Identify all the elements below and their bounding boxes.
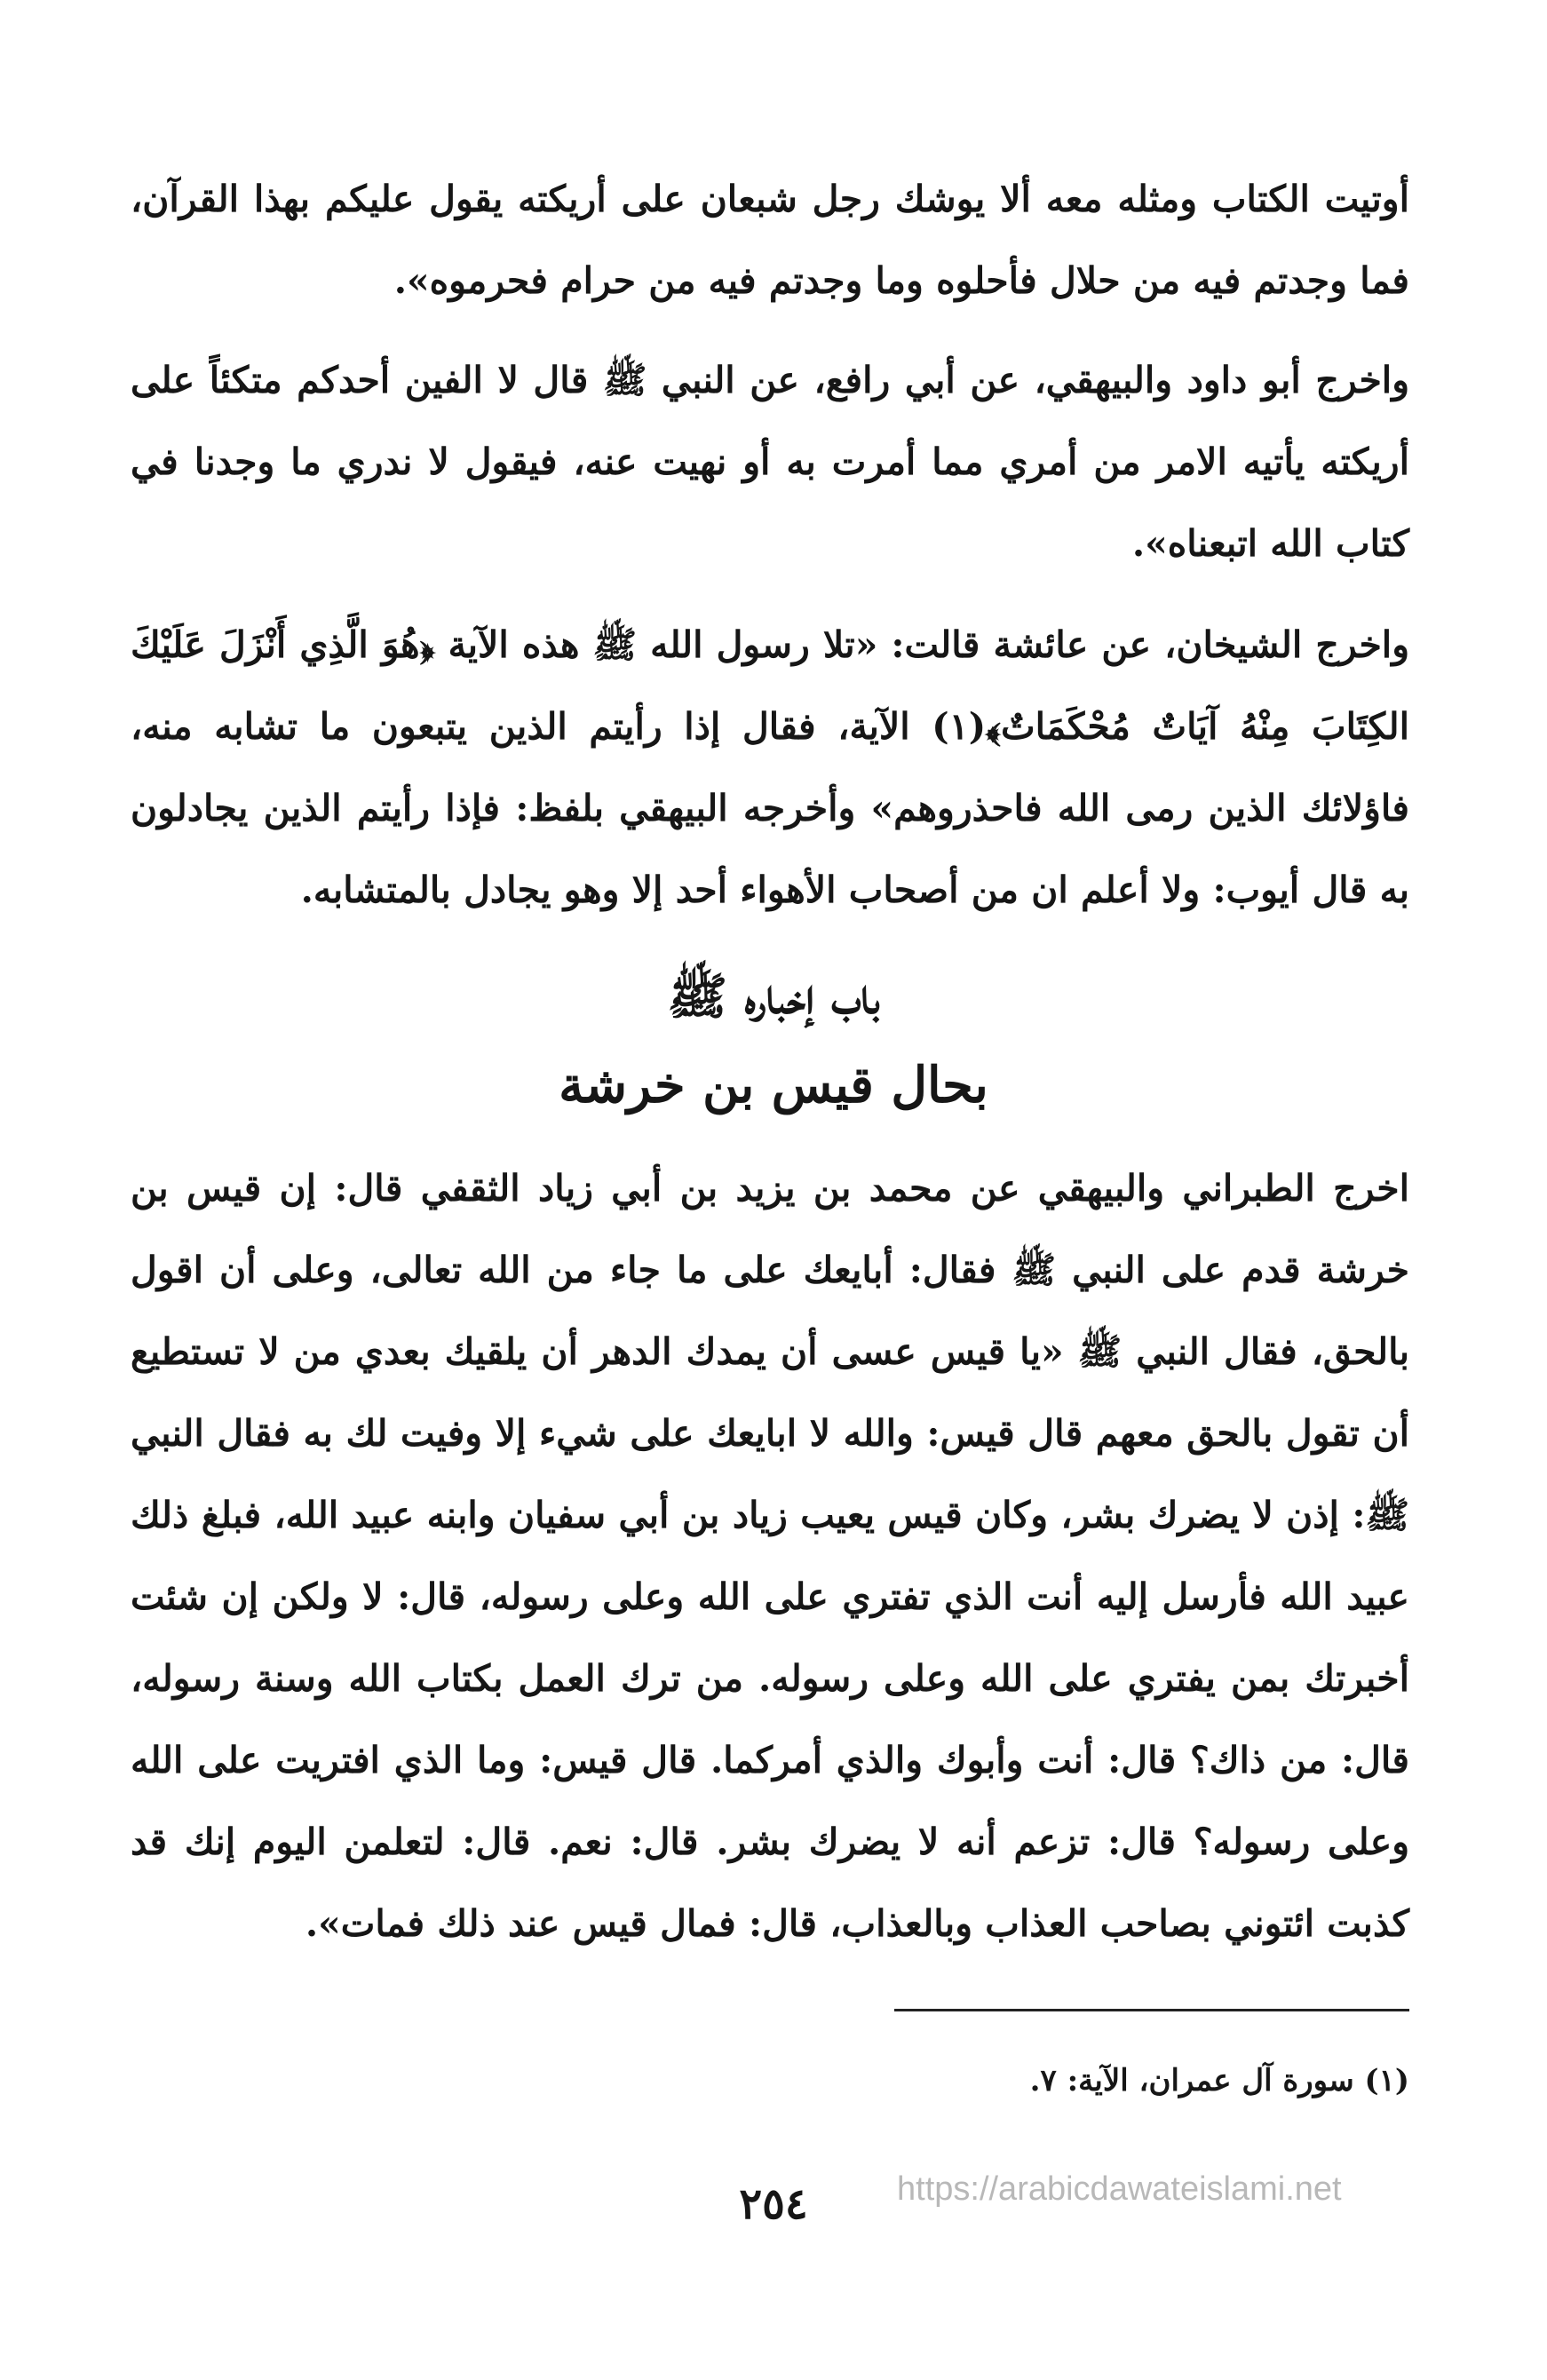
- paragraph-3: [131, 604, 1409, 931]
- watermark-url: https://arabicdawateislami.net: [897, 2170, 1342, 2208]
- page-number: ٢٥٤: [739, 2179, 808, 2229]
- body-paragraph: [131, 1147, 1409, 1964]
- paragraph-1: [131, 158, 1409, 321]
- footnote-divider: [894, 2009, 1409, 2011]
- chapter-subtitle: بحال قيس بن خرشة: [559, 1056, 988, 1115]
- paragraph-1-text: أوتيت الكتاب ومثله معه ألا يوشك رجل شبعان على أريكته يقول عليكم بهذا القرآن، فما وجدتم فيه من حلال فأحلوه وما وجدتم فيه من حرام فحرموه».: [131, 178, 1409, 302]
- footnote: (١) سورة آل عمران، الآية: ٧.: [1029, 2063, 1409, 2098]
- paragraph-3-text: واخرج الشيخان، عن عائشة قالت: «تلا رسول الله ﷺ هذه الآية ﴿هُوَ الَّذِي أَنْزَلَ عَلَيْكَ الكِتَابَ مِنْهُ آيَاتٌ مُحْكَمَاتٌ﴾(١) الآية، فقال إذا رأيتم الذين يتبعون ما تشابه منه، فاؤلائك الذين رمى الله فاحذروهم» وأخرجه البيهقي بلفظ: فإذا رأيتم الذين يجادلون به قال أيوب: ولا أعلم ان من أصحاب الأهواء أحد إلا وهو يجادل بالمتشابه.: [131, 623, 1409, 911]
- paragraph-2-text: واخرج أبو داود والبيهقي، عن أبي رافع، عن النبي ﷺ قال لا الفين أحدكم متكئاً على أريكته يأتيه الامر من أمري مما أمرت به أو نهيت عنه، فيقول لا ندري ما وجدنا في كتاب الله اتبعناه».: [131, 359, 1409, 565]
- paragraph-2: [131, 339, 1409, 584]
- chapter-heading: باب إخباره ﷺ: [667, 967, 880, 1026]
- body-paragraph-text: اخرج الطبراني والبيهقي عن محمد بن يزيد بن أبي زياد الثقفي قال: إن قيس بن خرشة قدم على النبي ﷺ فقال: أبايعك على ما جاء من الله تعالى، وعلى أن اقول بالحق، فقال النبي ﷺ «يا قيس عسى أن يمدك الدهر أن يلقيك بعدي من لا تستطيع أن تقول بالحق معهم قال قيس: والله لا ابايعك على شيء إلا وفيت لك به فقال النبي ﷺ: إذن لا يضرك بشر، وكان قيس يعيب زياد بن أبي سفيان وابنه عبيد الله، فبلغ ذلك عبيد الله فأرسل إليه أنت الذي تفتري على الله وعلى رسوله، قال: لا ولكن إن شئت أخبرتك بمن يفتري على الله وعلى رسوله. من ترك العمل بكتاب الله وسنة رسوله، قال: من ذاك؟ قال: أنت وأبوك والذي أمركما. قال قيس: وما الذي افتريت على الله وعلى رسوله؟ قال: تزعم أنه لا يضرك بشر. قال: نعم. قال: لتعلمن اليوم إنك قد كذبت ائتوني بصاحب العذاب وبالعذاب، قال: فمال قيس عند ذلك فمات».: [131, 1167, 1409, 1945]
